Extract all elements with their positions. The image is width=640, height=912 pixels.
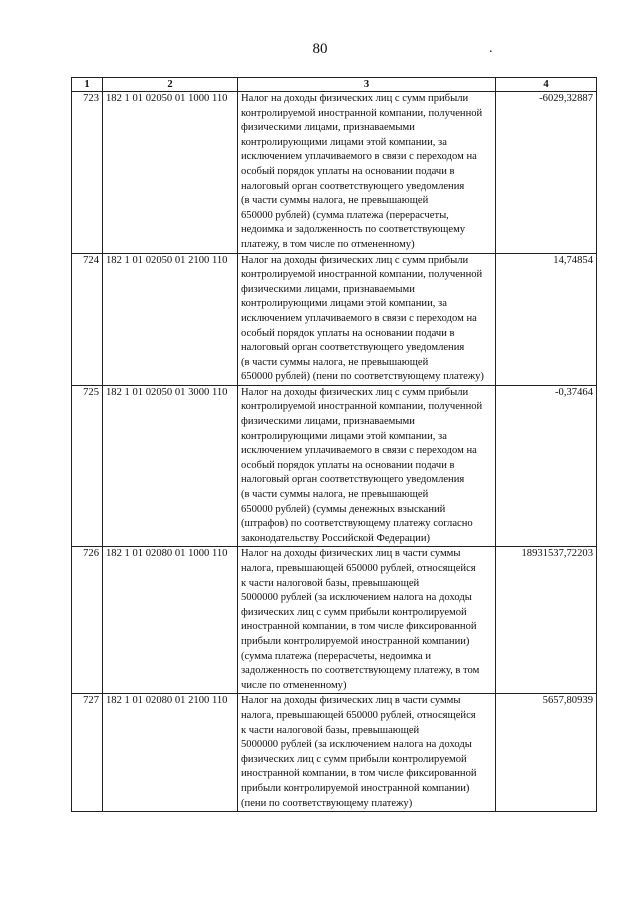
description-line: налоговый орган соответствующего уведомления <box>241 342 465 354</box>
description-line: к части налоговой базы, превышающей <box>241 577 420 589</box>
description-line: 650000 рублей) (пени по соответствующему платежу) <box>241 371 484 383</box>
header-col-2: 2 <box>103 78 238 92</box>
page-dot-mark: . <box>489 41 493 56</box>
header-col-4: 4 <box>496 78 597 92</box>
description-line: контролирующими лицами этой компании, за <box>241 298 447 310</box>
description-line: налога, превышающей 650000 рублей, относящейся <box>241 709 476 721</box>
row-number: 724 <box>72 253 103 385</box>
amount-value: 5657,80939 <box>496 694 597 812</box>
description-line: особый порядок уплаты на основании подачи в <box>241 165 455 177</box>
description-line: (в части суммы налога, не превышающей <box>241 356 429 368</box>
header-col-3: 3 <box>238 78 496 92</box>
description-line: физическими лицами, признаваемыми <box>241 283 415 295</box>
page-number: 80 <box>312 41 328 57</box>
revenue-description <box>238 694 496 812</box>
description-line: контролируемой иностранной компании, полученной <box>241 269 483 281</box>
description-line: прибыли контролируемой иностранной компании) <box>241 635 470 647</box>
table-row <box>72 92 597 254</box>
revenue-codes-table <box>71 77 597 812</box>
revenue-description <box>238 253 496 385</box>
description-line: контролирующими лицами этой компании, за <box>241 136 447 148</box>
row-number: 727 <box>72 694 103 812</box>
revenue-description <box>238 92 496 254</box>
budget-classification-code: 182 1 01 02080 01 2100 110 <box>103 694 238 812</box>
description-line: иностранной компании, в том числе фиксированной <box>241 621 477 633</box>
description-line: Налог на доходы физических лиц с сумм прибыли <box>241 93 469 104</box>
description-line: (в части суммы налога, не превышающей <box>241 489 429 501</box>
description-line: (пени по соответствующему платежу) <box>241 797 413 809</box>
table-row <box>72 385 597 547</box>
description-line: контролируемой иностранной компании, полученной <box>241 401 483 413</box>
description-line: прибыли контролируемой иностранной компании) <box>241 782 470 794</box>
description-line: налоговый орган соответствующего уведомления <box>241 180 465 192</box>
description-line: Налог на доходы физических лиц в части суммы <box>241 548 461 560</box>
row-number: 725 <box>72 385 103 547</box>
description-line: физическими лицами, признаваемыми <box>241 416 415 428</box>
revenue-description <box>238 385 496 547</box>
description-line: недоимка и задолженность по соответствующему <box>241 224 466 236</box>
description-line: задолженность по соответствующему платежу, в том <box>241 665 480 677</box>
amount-value: -6029,32887 <box>496 92 597 254</box>
description-line: особый порядок уплаты на основании подачи в <box>241 459 455 471</box>
description-line: особый порядок уплаты на основании подачи в <box>241 327 455 339</box>
row-number: 723 <box>72 92 103 254</box>
description-line: иностранной компании, в том числе фиксированной <box>241 768 477 780</box>
description-line: (в части суммы налога, не превышающей <box>241 195 429 207</box>
table-body <box>72 92 597 812</box>
budget-classification-code: 182 1 01 02080 01 1000 110 <box>103 547 238 694</box>
description-line: к части налоговой базы, превышающей <box>241 724 420 736</box>
description-line: контролируемой иностранной компании, полученной <box>241 107 483 119</box>
budget-classification-code: 182 1 01 02050 01 3000 110 <box>103 385 238 547</box>
description-line: Налог на доходы физических лиц с сумм прибыли <box>241 386 469 398</box>
description-line: физических лиц с сумм прибыли контролируемой <box>241 606 467 618</box>
amount-value: 14,74854 <box>496 253 597 385</box>
table-header-row <box>72 78 597 92</box>
description-line: числе по отмененному) <box>241 679 347 691</box>
table-row <box>72 694 597 812</box>
row-number: 726 <box>72 547 103 694</box>
table-row <box>72 253 597 385</box>
description-line: Налог на доходы физических лиц с сумм прибыли <box>241 254 469 266</box>
description-line: налоговый орган соответствующего уведомления <box>241 474 465 486</box>
description-line: налога, превышающей 650000 рублей, относящейся <box>241 563 476 574</box>
budget-classification-code: 182 1 01 02050 01 2100 110 <box>103 253 238 385</box>
description-line: 5000000 рублей (за исключением налога на доходы <box>241 739 472 751</box>
description-line: Налог на доходы физических лиц в части суммы <box>241 695 461 707</box>
description-line: (сумма платежа (перерасчеты, недоимка и <box>241 650 432 662</box>
description-line: физических лиц с сумм прибыли контролируемой <box>241 753 467 765</box>
budget-classification-code: 182 1 01 02050 01 1000 110 <box>103 92 238 254</box>
description-line: 650000 рублей) (суммы денежных взысканий <box>241 503 446 515</box>
description-line: 5000000 рублей (за исключением налога на доходы <box>241 592 472 604</box>
amount-value: 18931537,72203 <box>496 547 597 694</box>
description-line: (штрафов) по соответствующему платежу согласно <box>241 518 473 530</box>
description-line: исключением уплачиваемого в связи с переходом на <box>241 151 477 163</box>
description-line: физическими лицами, признаваемыми <box>241 122 415 134</box>
description-line: 650000 рублей) (сумма платежа (перерасчеты, <box>241 209 449 221</box>
header-col-1: 1 <box>72 78 103 92</box>
table-row <box>72 547 597 694</box>
description-line: законодательству Российской Федерации) <box>241 532 431 544</box>
amount-value: -0,37464 <box>496 385 597 547</box>
description-line: исключением уплачиваемого в связи с переходом на <box>241 445 477 457</box>
description-line: исключением уплачиваемого в связи с переходом на <box>241 312 477 324</box>
revenue-description <box>238 547 496 694</box>
description-line: контролирующими лицами этой компании, за <box>241 430 447 442</box>
description-line: платежу, в том числе по отмененному) <box>241 238 415 250</box>
